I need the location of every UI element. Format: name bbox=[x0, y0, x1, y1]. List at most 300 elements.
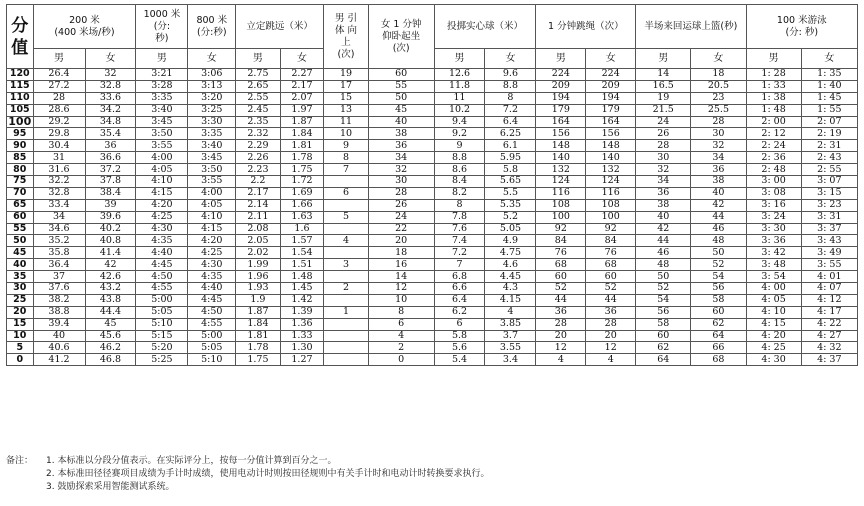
table-cell: 31.6 bbox=[33, 164, 85, 176]
table-cell: 26 bbox=[368, 199, 434, 211]
table-cell: 36 bbox=[586, 306, 636, 318]
table-cell: 2: 43 bbox=[801, 152, 857, 164]
note-text: 2. 本标准田径径赛项目成绩为手计时成绩，使用电动计时则按田径规则中有关手计时和电动计时转换要求执行。 bbox=[46, 469, 490, 479]
table-cell: 39 bbox=[85, 199, 136, 211]
table-cell: 34.6 bbox=[33, 223, 85, 235]
table-cell: 36 bbox=[691, 164, 746, 176]
table-cell: 108 bbox=[536, 199, 586, 211]
table-cell: 56 bbox=[691, 283, 746, 295]
table-cell: 34 bbox=[636, 176, 691, 188]
table-cell: 8 bbox=[368, 306, 434, 318]
table-cell: 40 bbox=[368, 116, 434, 128]
table-row bbox=[7, 80, 858, 92]
table-cell: 56 bbox=[636, 306, 691, 318]
table-cell: 12 bbox=[368, 283, 434, 295]
table-cell: 179 bbox=[586, 104, 636, 116]
header-swim-female: 女 bbox=[801, 49, 857, 69]
table-cell: 32 bbox=[368, 164, 434, 176]
table-cell: 148 bbox=[536, 140, 586, 152]
table-cell: 3:13 bbox=[188, 80, 236, 92]
table-cell: 60 bbox=[368, 69, 434, 81]
table-cell: 9 bbox=[434, 140, 485, 152]
table-cell: 20 bbox=[536, 330, 586, 342]
table-cell: 2.11 bbox=[236, 211, 281, 223]
table-cell: 2.07 bbox=[280, 92, 324, 104]
score-cell: 120 bbox=[7, 69, 34, 81]
table-row bbox=[7, 330, 858, 342]
header-swim-male: 男 bbox=[746, 49, 801, 69]
table-cell: 16.5 bbox=[636, 80, 691, 92]
table-cell: 124 bbox=[536, 176, 586, 188]
table-cell: 2.27 bbox=[280, 69, 324, 81]
table-cell: 2: 24 bbox=[746, 140, 801, 152]
header-basketball: 半场来回运球上篮(秒) bbox=[636, 5, 746, 49]
table-cell: 62 bbox=[691, 318, 746, 330]
table-cell: 4: 32 bbox=[801, 342, 857, 354]
table-cell: 3: 42 bbox=[746, 247, 801, 259]
table-cell: 15 bbox=[324, 92, 369, 104]
table-cell bbox=[324, 294, 369, 306]
table-cell: 64 bbox=[691, 330, 746, 342]
score-cell: 45 bbox=[7, 247, 34, 259]
score-cell: 105 bbox=[7, 104, 34, 116]
table-cell: 3: 15 bbox=[801, 187, 857, 199]
table-cell: 6.2 bbox=[434, 306, 485, 318]
table-cell: 37.2 bbox=[85, 164, 136, 176]
table-cell: 1.93 bbox=[236, 283, 281, 295]
table-cell bbox=[324, 354, 369, 366]
header-rope-female: 女 bbox=[586, 49, 636, 69]
table-cell: 1.87 bbox=[280, 116, 324, 128]
table-cell: 5:15 bbox=[136, 330, 188, 342]
header-sit-up: 女 1 分钟 仰卧起坐 (次) bbox=[368, 5, 434, 69]
table-cell: 30.4 bbox=[33, 140, 85, 152]
header-200m-male: 男 bbox=[33, 49, 85, 69]
table-cell: 2.02 bbox=[236, 247, 281, 259]
table-cell: 34 bbox=[691, 152, 746, 164]
table-cell: 3:40 bbox=[188, 140, 236, 152]
table-cell: 4.9 bbox=[485, 235, 536, 247]
table-cell: 10 bbox=[368, 294, 434, 306]
table-cell: 21.5 bbox=[636, 104, 691, 116]
table-cell: 38.8 bbox=[33, 306, 85, 318]
table-cell: 50 bbox=[368, 92, 434, 104]
table-cell: 7.2 bbox=[485, 104, 536, 116]
table-cell: 60 bbox=[636, 330, 691, 342]
table-cell: 28.6 bbox=[33, 104, 85, 116]
notes-prefix: 备注： bbox=[6, 456, 34, 466]
table-row bbox=[7, 235, 858, 247]
table-cell: 10 bbox=[324, 128, 369, 140]
table-cell: 7 bbox=[434, 259, 485, 271]
table-cell: 1: 40 bbox=[801, 80, 857, 92]
table-cell: 30 bbox=[691, 128, 746, 140]
table-cell: 4 bbox=[368, 330, 434, 342]
table-cell bbox=[324, 223, 369, 235]
table-row bbox=[7, 247, 858, 259]
table-cell: 36 bbox=[536, 306, 586, 318]
table-cell: 1.75 bbox=[236, 354, 281, 366]
table-cell: 3:55 bbox=[136, 140, 188, 152]
table-cell: 4:40 bbox=[136, 247, 188, 259]
table-cell: 8 bbox=[434, 199, 485, 211]
table-cell: 1.6 bbox=[280, 223, 324, 235]
header-standing-long-jump: 立定跳远（米） bbox=[236, 5, 324, 49]
table-row bbox=[7, 176, 858, 188]
header-jump-rope: 1 分钟跳绳（次） bbox=[536, 5, 636, 49]
table-row bbox=[7, 116, 858, 128]
table-cell: 3: 31 bbox=[801, 211, 857, 223]
table-cell: 34.2 bbox=[85, 104, 136, 116]
table-cell: 7.8 bbox=[434, 211, 485, 223]
table-cell: 68 bbox=[586, 259, 636, 271]
table-cell: 1.97 bbox=[280, 104, 324, 116]
table-cell: 5.8 bbox=[434, 330, 485, 342]
table-row bbox=[7, 223, 858, 235]
table-row bbox=[7, 92, 858, 104]
table-cell: 40 bbox=[636, 211, 691, 223]
table-cell: 45 bbox=[368, 104, 434, 116]
table-cell: 5.2 bbox=[485, 211, 536, 223]
table-cell: 7.2 bbox=[434, 247, 485, 259]
score-cell: 25 bbox=[7, 294, 34, 306]
table-row bbox=[7, 318, 858, 330]
table-cell: 2.14 bbox=[236, 199, 281, 211]
table-cell: 3:45 bbox=[136, 116, 188, 128]
table-cell: 41.4 bbox=[85, 247, 136, 259]
table-cell: 3:55 bbox=[188, 176, 236, 188]
table-cell: 11 bbox=[434, 92, 485, 104]
table-cell: 194 bbox=[536, 92, 586, 104]
score-cell: 85 bbox=[7, 152, 34, 164]
table-cell: 2.75 bbox=[236, 69, 281, 81]
table-row bbox=[7, 283, 858, 295]
table-cell: 156 bbox=[586, 128, 636, 140]
table-cell: 30 bbox=[636, 152, 691, 164]
table-cell: 17 bbox=[324, 80, 369, 92]
table-cell bbox=[324, 318, 369, 330]
table-cell: 3:30 bbox=[188, 116, 236, 128]
table-cell: 3:21 bbox=[136, 69, 188, 81]
table-cell: 40 bbox=[33, 330, 85, 342]
table-cell: 6.4 bbox=[434, 294, 485, 306]
table-cell: 1: 35 bbox=[801, 69, 857, 81]
table-cell: 5.65 bbox=[485, 176, 536, 188]
table-cell: 6 bbox=[434, 318, 485, 330]
table-cell: 48 bbox=[636, 259, 691, 271]
table-cell bbox=[324, 199, 369, 211]
table-cell: 19 bbox=[324, 69, 369, 81]
table-cell: 38 bbox=[368, 128, 434, 140]
table-cell: 6.6 bbox=[434, 283, 485, 295]
header-200m-female: 女 bbox=[85, 49, 136, 69]
table-cell: 5.8 bbox=[485, 164, 536, 176]
header-ball-male: 男 bbox=[434, 49, 485, 69]
table-cell: 4 bbox=[586, 354, 636, 366]
table-cell: 20 bbox=[586, 330, 636, 342]
table-row bbox=[7, 152, 858, 164]
score-cell: 35 bbox=[7, 271, 34, 283]
table-cell: 209 bbox=[586, 80, 636, 92]
table-cell: 3:35 bbox=[136, 92, 188, 104]
table-cell: 24 bbox=[368, 211, 434, 223]
table-cell: 52 bbox=[536, 283, 586, 295]
table-cell: 18 bbox=[368, 247, 434, 259]
table-cell: 2.29 bbox=[236, 140, 281, 152]
table-cell: 4:10 bbox=[136, 176, 188, 188]
table-cell: 1: 33 bbox=[746, 80, 801, 92]
table-cell: 42 bbox=[85, 259, 136, 271]
table-cell: 60 bbox=[586, 271, 636, 283]
score-cell: 70 bbox=[7, 187, 34, 199]
table-row bbox=[7, 164, 858, 176]
table-cell: 2: 12 bbox=[746, 128, 801, 140]
table-cell: 84 bbox=[536, 235, 586, 247]
table-cell: 2 bbox=[368, 342, 434, 354]
table-cell: 4.6 bbox=[485, 259, 536, 271]
table-cell: 3: 08 bbox=[746, 187, 801, 199]
table-cell: 116 bbox=[586, 187, 636, 199]
table-cell: 38 bbox=[636, 199, 691, 211]
table-cell: 34 bbox=[33, 211, 85, 223]
score-cell: 100 bbox=[8, 116, 32, 128]
table-cell: 3:45 bbox=[188, 152, 236, 164]
table-cell: 1.30 bbox=[280, 342, 324, 354]
table-cell: 3:35 bbox=[188, 128, 236, 140]
table-cell: 3: 54 bbox=[746, 271, 801, 283]
table-cell: 43.8 bbox=[85, 294, 136, 306]
table-cell: 2: 36 bbox=[746, 152, 801, 164]
table-cell: 32 bbox=[691, 140, 746, 152]
table-cell: 4 bbox=[324, 235, 369, 247]
table-cell: 1.39 bbox=[280, 306, 324, 318]
table-cell: 3: 55 bbox=[801, 259, 857, 271]
table-cell: 43.2 bbox=[85, 283, 136, 295]
table-row bbox=[7, 128, 858, 140]
table-cell: 2: 07 bbox=[801, 116, 857, 128]
table-cell: 34.8 bbox=[85, 116, 136, 128]
table-row bbox=[7, 294, 858, 306]
table-cell: 68 bbox=[536, 259, 586, 271]
table-cell: 8 bbox=[324, 152, 369, 164]
table-cell: 5:00 bbox=[188, 330, 236, 342]
table-cell: 2.65 bbox=[236, 80, 281, 92]
table-cell: 54 bbox=[636, 294, 691, 306]
table-cell: 28 bbox=[33, 92, 85, 104]
table-cell: 34 bbox=[368, 152, 434, 164]
table-cell: 4:20 bbox=[136, 199, 188, 211]
table-cell: 4: 27 bbox=[801, 330, 857, 342]
table-cell: 1.84 bbox=[280, 128, 324, 140]
score-cell: 50 bbox=[7, 235, 34, 247]
table-cell: 60 bbox=[691, 306, 746, 318]
note-line-2 bbox=[6, 468, 858, 481]
table-cell: 7.6 bbox=[434, 223, 485, 235]
table-cell: 18 bbox=[691, 69, 746, 81]
table-cell: 64 bbox=[636, 354, 691, 366]
table-cell: 38 bbox=[691, 176, 746, 188]
table-cell: 1.27 bbox=[280, 354, 324, 366]
table-cell: 28 bbox=[368, 187, 434, 199]
table-cell: 62 bbox=[636, 342, 691, 354]
table-row bbox=[7, 354, 858, 366]
header-jump-female: 女 bbox=[280, 49, 324, 69]
table-cell: 4:00 bbox=[188, 187, 236, 199]
table-cell bbox=[324, 330, 369, 342]
table-cell: 3: 00 bbox=[746, 176, 801, 188]
table-cell: 36 bbox=[368, 140, 434, 152]
table-row bbox=[7, 211, 858, 223]
table-cell: 36 bbox=[636, 187, 691, 199]
table-cell: 4:30 bbox=[136, 223, 188, 235]
table-cell: 2.17 bbox=[236, 187, 281, 199]
table-cell: 68 bbox=[691, 354, 746, 366]
header-basketball-female: 女 bbox=[691, 49, 746, 69]
table-cell: 1 bbox=[324, 306, 369, 318]
table-cell: 1.99 bbox=[236, 259, 281, 271]
table-cell: 4.75 bbox=[485, 247, 536, 259]
table-cell: 23 bbox=[691, 92, 746, 104]
header-run-1000m: 1000 米 (分: 秒) bbox=[136, 5, 188, 49]
table-cell: 29.2 bbox=[33, 116, 85, 128]
score-cell: 115 bbox=[7, 80, 34, 92]
score-cell: 20 bbox=[7, 306, 34, 318]
table-cell: 108 bbox=[586, 199, 636, 211]
table-cell: 27.2 bbox=[33, 80, 85, 92]
table-cell: 132 bbox=[536, 164, 586, 176]
header-run-800m: 800 米 (分:秒) bbox=[188, 5, 236, 49]
table-cell: 3:50 bbox=[188, 164, 236, 176]
table-cell: 2: 19 bbox=[801, 128, 857, 140]
notes-section bbox=[6, 455, 858, 494]
table-cell: 2: 55 bbox=[801, 164, 857, 176]
table-cell: 116 bbox=[536, 187, 586, 199]
table-cell: 209 bbox=[536, 80, 586, 92]
table-cell: 20.5 bbox=[691, 80, 746, 92]
table-cell: 3: 24 bbox=[746, 211, 801, 223]
table-cell: 1.81 bbox=[280, 140, 324, 152]
table-cell: 9 bbox=[324, 140, 369, 152]
table-cell: 1.87 bbox=[236, 306, 281, 318]
score-cell: 75 bbox=[7, 176, 34, 188]
table-cell: 20 bbox=[368, 235, 434, 247]
table-cell: 32 bbox=[636, 164, 691, 176]
table-cell: 4:05 bbox=[136, 164, 188, 176]
table-cell: 35.2 bbox=[33, 235, 85, 247]
table-cell: 4: 15 bbox=[746, 318, 801, 330]
table-cell: 30 bbox=[368, 176, 434, 188]
table-cell: 4: 00 bbox=[746, 283, 801, 295]
table-cell: 3:25 bbox=[188, 104, 236, 116]
table-cell: 3: 37 bbox=[801, 223, 857, 235]
header-medicine-ball: 投掷实心球（米） bbox=[434, 5, 536, 49]
header-basketball-male: 男 bbox=[636, 49, 691, 69]
table-cell: 44 bbox=[536, 294, 586, 306]
table-cell: 39.6 bbox=[85, 211, 136, 223]
table-cell: 3.85 bbox=[485, 318, 536, 330]
table-cell: 10.2 bbox=[434, 104, 485, 116]
table-cell: 5.35 bbox=[485, 199, 536, 211]
table-cell: 6 bbox=[324, 187, 369, 199]
table-cell: 3 bbox=[324, 259, 369, 271]
table-cell: 25.5 bbox=[691, 104, 746, 116]
table-cell: 2: 00 bbox=[746, 116, 801, 128]
table-cell: 33.6 bbox=[85, 92, 136, 104]
note-text: 3. 鼓励探索采用智能测试系统。 bbox=[46, 482, 175, 492]
table-cell: 3: 23 bbox=[801, 199, 857, 211]
table-cell: 0 bbox=[368, 354, 434, 366]
table-cell: 1.54 bbox=[280, 247, 324, 259]
table-cell: 4:45 bbox=[188, 294, 236, 306]
table-cell: 4.15 bbox=[485, 294, 536, 306]
table-cell: 1: 38 bbox=[746, 92, 801, 104]
table-cell: 4:25 bbox=[188, 247, 236, 259]
table-cell: 194 bbox=[586, 92, 636, 104]
table-cell: 4: 17 bbox=[801, 306, 857, 318]
table-cell: 33.4 bbox=[33, 199, 85, 211]
table-cell: 4: 25 bbox=[746, 342, 801, 354]
table-cell: 4:25 bbox=[136, 211, 188, 223]
table-cell: 1.78 bbox=[236, 342, 281, 354]
table-cell: 14 bbox=[368, 271, 434, 283]
table-cell: 3: 49 bbox=[801, 247, 857, 259]
table-cell: 2.17 bbox=[280, 80, 324, 92]
table-cell: 28 bbox=[691, 116, 746, 128]
table-cell: 58 bbox=[636, 318, 691, 330]
table-cell: 40 bbox=[691, 187, 746, 199]
table-cell: 52 bbox=[586, 283, 636, 295]
table-cell: 32 bbox=[85, 69, 136, 81]
table-row bbox=[7, 306, 858, 318]
table-cell: 76 bbox=[586, 247, 636, 259]
table-row bbox=[7, 342, 858, 354]
table-cell: 14 bbox=[636, 69, 691, 81]
table-cell: 1.48 bbox=[280, 271, 324, 283]
table-cell: 42 bbox=[636, 223, 691, 235]
table-cell: 1.33 bbox=[280, 330, 324, 342]
table-cell: 44 bbox=[691, 211, 746, 223]
table-cell: 3: 07 bbox=[801, 176, 857, 188]
table-cell: 1.45 bbox=[280, 283, 324, 295]
table-cell: 12 bbox=[586, 342, 636, 354]
table-cell: 32.8 bbox=[33, 187, 85, 199]
table-cell: 8.6 bbox=[434, 164, 485, 176]
table-cell: 8.4 bbox=[434, 176, 485, 188]
table-cell: 4 bbox=[485, 306, 536, 318]
table-cell: 8.8 bbox=[485, 80, 536, 92]
table-cell: 1: 45 bbox=[801, 92, 857, 104]
table-cell bbox=[324, 176, 369, 188]
score-cell: 90 bbox=[7, 140, 34, 152]
table-cell: 32.8 bbox=[85, 80, 136, 92]
header-swim-100m: 100 米游泳 (分: 秒) bbox=[746, 5, 857, 49]
table-cell: 8.8 bbox=[434, 152, 485, 164]
table-cell: 4:50 bbox=[188, 306, 236, 318]
header-ball-female: 女 bbox=[485, 49, 536, 69]
table-row bbox=[7, 199, 858, 211]
table-cell: 2.23 bbox=[236, 164, 281, 176]
table-cell: 3.55 bbox=[485, 342, 536, 354]
table-cell: 54 bbox=[691, 271, 746, 283]
table-cell: 42.6 bbox=[85, 271, 136, 283]
table-cell: 1.36 bbox=[280, 318, 324, 330]
table-row bbox=[7, 187, 858, 199]
table-cell: 3:40 bbox=[136, 104, 188, 116]
table-cell: 4: 05 bbox=[746, 294, 801, 306]
table-cell: 4: 01 bbox=[801, 271, 857, 283]
table-cell: 3:20 bbox=[188, 92, 236, 104]
table-cell: 1.63 bbox=[280, 211, 324, 223]
